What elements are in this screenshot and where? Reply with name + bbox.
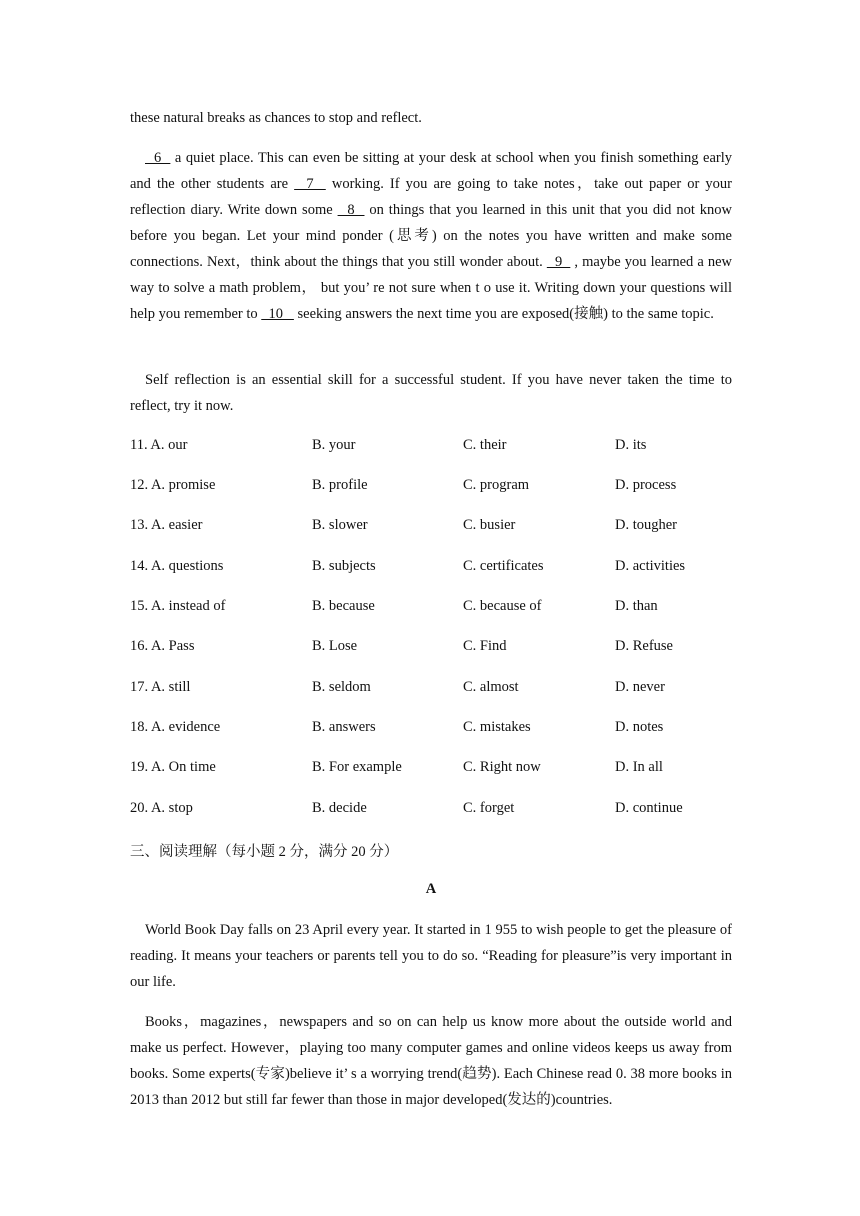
closing-paragraph: Self reflection is an essential skill for a successful student. If you have never taken the time to reflect, try it now. [130, 372, 732, 414]
option-c: C. because of [463, 598, 542, 614]
option-row-20 [130, 800, 732, 820]
option-b: B. profile [312, 477, 368, 493]
option-c: C. Find [463, 638, 507, 654]
option-a: 13. A. easier [130, 517, 203, 533]
option-a: 11. A. our [130, 437, 188, 453]
option-a: 14. A. questions [130, 558, 224, 574]
option-c: C. mistakes [463, 719, 531, 735]
option-row-14 [130, 558, 732, 578]
blank-10: 10 [261, 306, 294, 322]
option-row-18 [130, 719, 732, 739]
option-d: D. notes [615, 719, 664, 735]
option-c: C. almost [463, 679, 519, 695]
option-a: 18. A. evidence [130, 719, 221, 735]
section-heading: 三、阅读理解（每小题 2 分，满分 20 分） [130, 844, 399, 860]
option-a: 20. A. stop [130, 800, 193, 816]
blank-6: 6 [145, 150, 171, 166]
option-b: B. Lose [312, 638, 358, 654]
option-b: B. seldom [312, 679, 371, 695]
blank-9: 9 [546, 254, 571, 270]
option-d: D. than [615, 598, 658, 614]
option-c: C. busier [463, 517, 516, 533]
reading-paragraph-2: Books，magazines，newspapers and so on can help us know more about the outside world and make us perfect. However，playing too many computer games and online videos keeps us away from books. Some experts(专家)believe it’ s a worrying trend(趋势). Each Chinese read 0. 38 more books in 2013 than 2012 but still far fewer than those in major developed(发达的)countries. [130, 1014, 732, 1108]
option-b: B. answers [312, 719, 376, 735]
option-row-15 [130, 598, 732, 618]
option-b: B. because [312, 598, 375, 614]
option-d: D. continue [615, 800, 683, 816]
option-a: 12. A. promise [130, 477, 216, 493]
option-row-11 [130, 437, 732, 457]
cloze-text-2: working. If you are going to take notes，take out paper or your reflection diary. Write down some [130, 176, 732, 218]
option-a: 17. A. still [130, 679, 191, 695]
reading-title: A [425, 881, 437, 897]
option-b: B. decide [312, 800, 367, 816]
option-b: B. subjects [312, 558, 376, 574]
cloze-text-1: a quiet place. This can even be sitting at your desk at school when you finish something early and the other students are [130, 150, 733, 192]
cloze-paragraph [130, 145, 732, 327]
intro-line: these natural breaks as chances to stop and reflect. [130, 110, 422, 126]
cloze-text-3: on things that you learned in this unit that you did not know before you began. Let your mind ponder (思考) on the notes you have written and make some connections. Next，think about the things that you still wonder about. [130, 202, 732, 270]
option-d: D. activities [615, 558, 686, 574]
option-b: B. slower [312, 517, 368, 533]
option-a: 16. A. Pass [130, 638, 195, 654]
option-a: 15. A. instead of [130, 598, 226, 614]
option-c: C. program [463, 477, 530, 493]
option-a: 19. A. On time [130, 759, 216, 775]
option-b: B. For example [312, 759, 402, 775]
option-d: D. its [615, 437, 647, 453]
reading-paragraph-1: World Book Day falls on 23 April every year. It started in 1 955 to wish people to get the pleasure of reading. It means your teachers or parents tell you to do so. “Reading for pleasure”is very important in our life. [130, 922, 732, 990]
option-c: C. certificates [463, 558, 544, 574]
cloze-text-4: , maybe you learned a new way to solve a math problem， but you’ re not sure when t o use it. Writing down your questions will help you remember to [130, 254, 732, 322]
option-row-13 [130, 517, 732, 537]
option-row-16 [130, 638, 732, 658]
option-b: B. your [312, 437, 356, 453]
blank-7: 7 [294, 176, 326, 192]
option-c: C. their [463, 437, 507, 453]
option-d: D. process [615, 477, 677, 493]
option-row-19 [130, 759, 732, 779]
option-d: D. Refuse [615, 638, 673, 654]
option-d: D. never [615, 679, 665, 695]
option-row-12 [130, 477, 732, 497]
option-d: D. In all [615, 759, 663, 775]
cloze-text-5: seeking answers the next time you are exposed(接触) to the same topic. [293, 306, 714, 322]
option-c: C. Right now [463, 759, 541, 775]
option-row-17 [130, 679, 732, 699]
option-d: D. tougher [615, 517, 678, 533]
blank-8: 8 [337, 202, 365, 218]
option-c: C. forget [463, 800, 515, 816]
